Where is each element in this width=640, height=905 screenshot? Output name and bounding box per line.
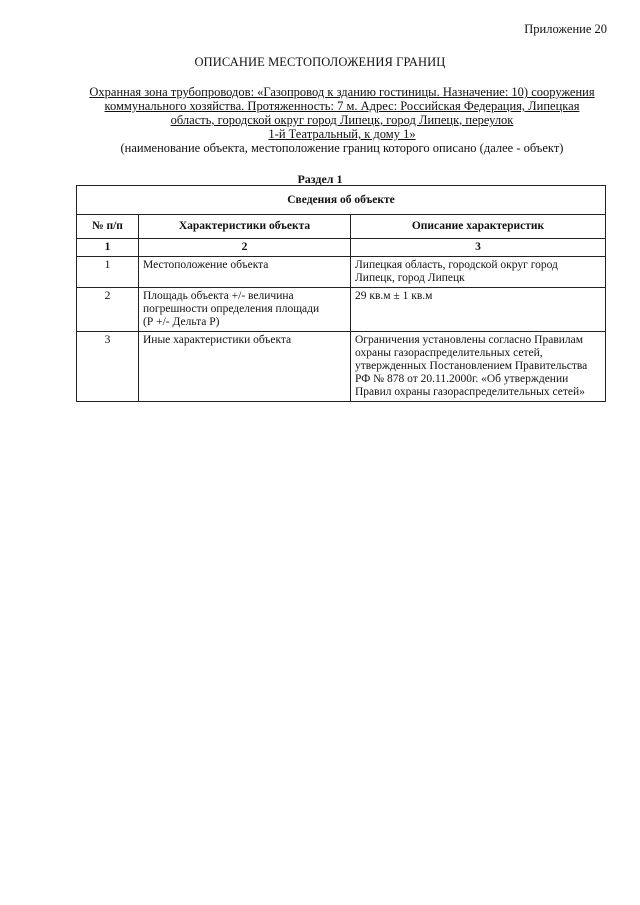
object-line: Охранная зона трубопроводов: «Газопровод к зданию гостиницы. Назначение: 10) сооружения [89,85,595,99]
row-description-line: 29 кв.м ± 1 кв.м [355,290,433,302]
table-body [77,257,606,402]
object-line: область, городской округ город Липецк, город Липецк, переулок [170,113,514,127]
column-number-row [77,239,606,257]
row-number: 3 [77,332,139,402]
row-description-line: Правил охраны газораспределительных сетей» [355,386,585,398]
object-description [72,85,612,155]
row-description [351,288,606,332]
column-header-characteristic: Характеристики объекта [139,215,351,239]
table-row [77,288,606,332]
column-header-description: Описание характеристик [351,215,606,239]
row-description-line: охраны газораспределительных сетей, [355,347,543,359]
object-line: коммунального хозяйства. Протяженность: 7 м. Адрес: Российская Федерация, Липецкая [104,99,580,113]
table-title: Сведения об объекте [77,186,606,215]
column-number: 2 [139,239,351,257]
appendix-label: Приложение 20 [524,22,607,36]
document-title: ОПИСАНИЕ МЕСТОПОЛОЖЕНИЯ ГРАНИЦ [194,55,446,69]
row-characteristic-line: погрешности определения площади [143,303,320,315]
row-characteristic [139,257,351,288]
column-header-number: № п/п [77,215,139,239]
row-characteristic-line: (Р +/- Дельта Р) [143,316,220,328]
row-characteristic [139,288,351,332]
column-number: 3 [351,239,606,257]
table-title-row [77,186,606,215]
column-number: 1 [77,239,139,257]
object-caption: (наименование объекта, местоположение границ которого описано (далее - объект) [120,141,564,155]
table-row [77,257,606,288]
row-number: 1 [77,257,139,288]
row-description-line: Липецкая область, городской округ город [355,259,558,271]
row-description-line: Ограничения установлены согласно Правилам [355,334,584,346]
row-characteristic [139,332,351,402]
object-line: 1-й Театральный, к дому 1» [268,127,416,141]
row-description [351,332,606,402]
row-description-line: РФ № 878 от 20.11.2000г. «Об утверждении [355,373,569,385]
row-description [351,257,606,288]
row-description-line: Липецк, город Липецк [355,272,465,284]
row-characteristic-line: Площадь объекта +/- величина [143,290,294,302]
section-title: Раздел 1 [297,172,343,186]
row-characteristic-line: Иные характеристики объекта [143,334,292,346]
row-description-line: утвержденных Постановлением Правительства [355,360,588,372]
object-info-table [76,185,606,402]
table-header-row [77,215,606,239]
table-row [77,332,606,402]
row-characteristic-line: Местоположение объекта [143,259,269,271]
row-number: 2 [77,288,139,332]
